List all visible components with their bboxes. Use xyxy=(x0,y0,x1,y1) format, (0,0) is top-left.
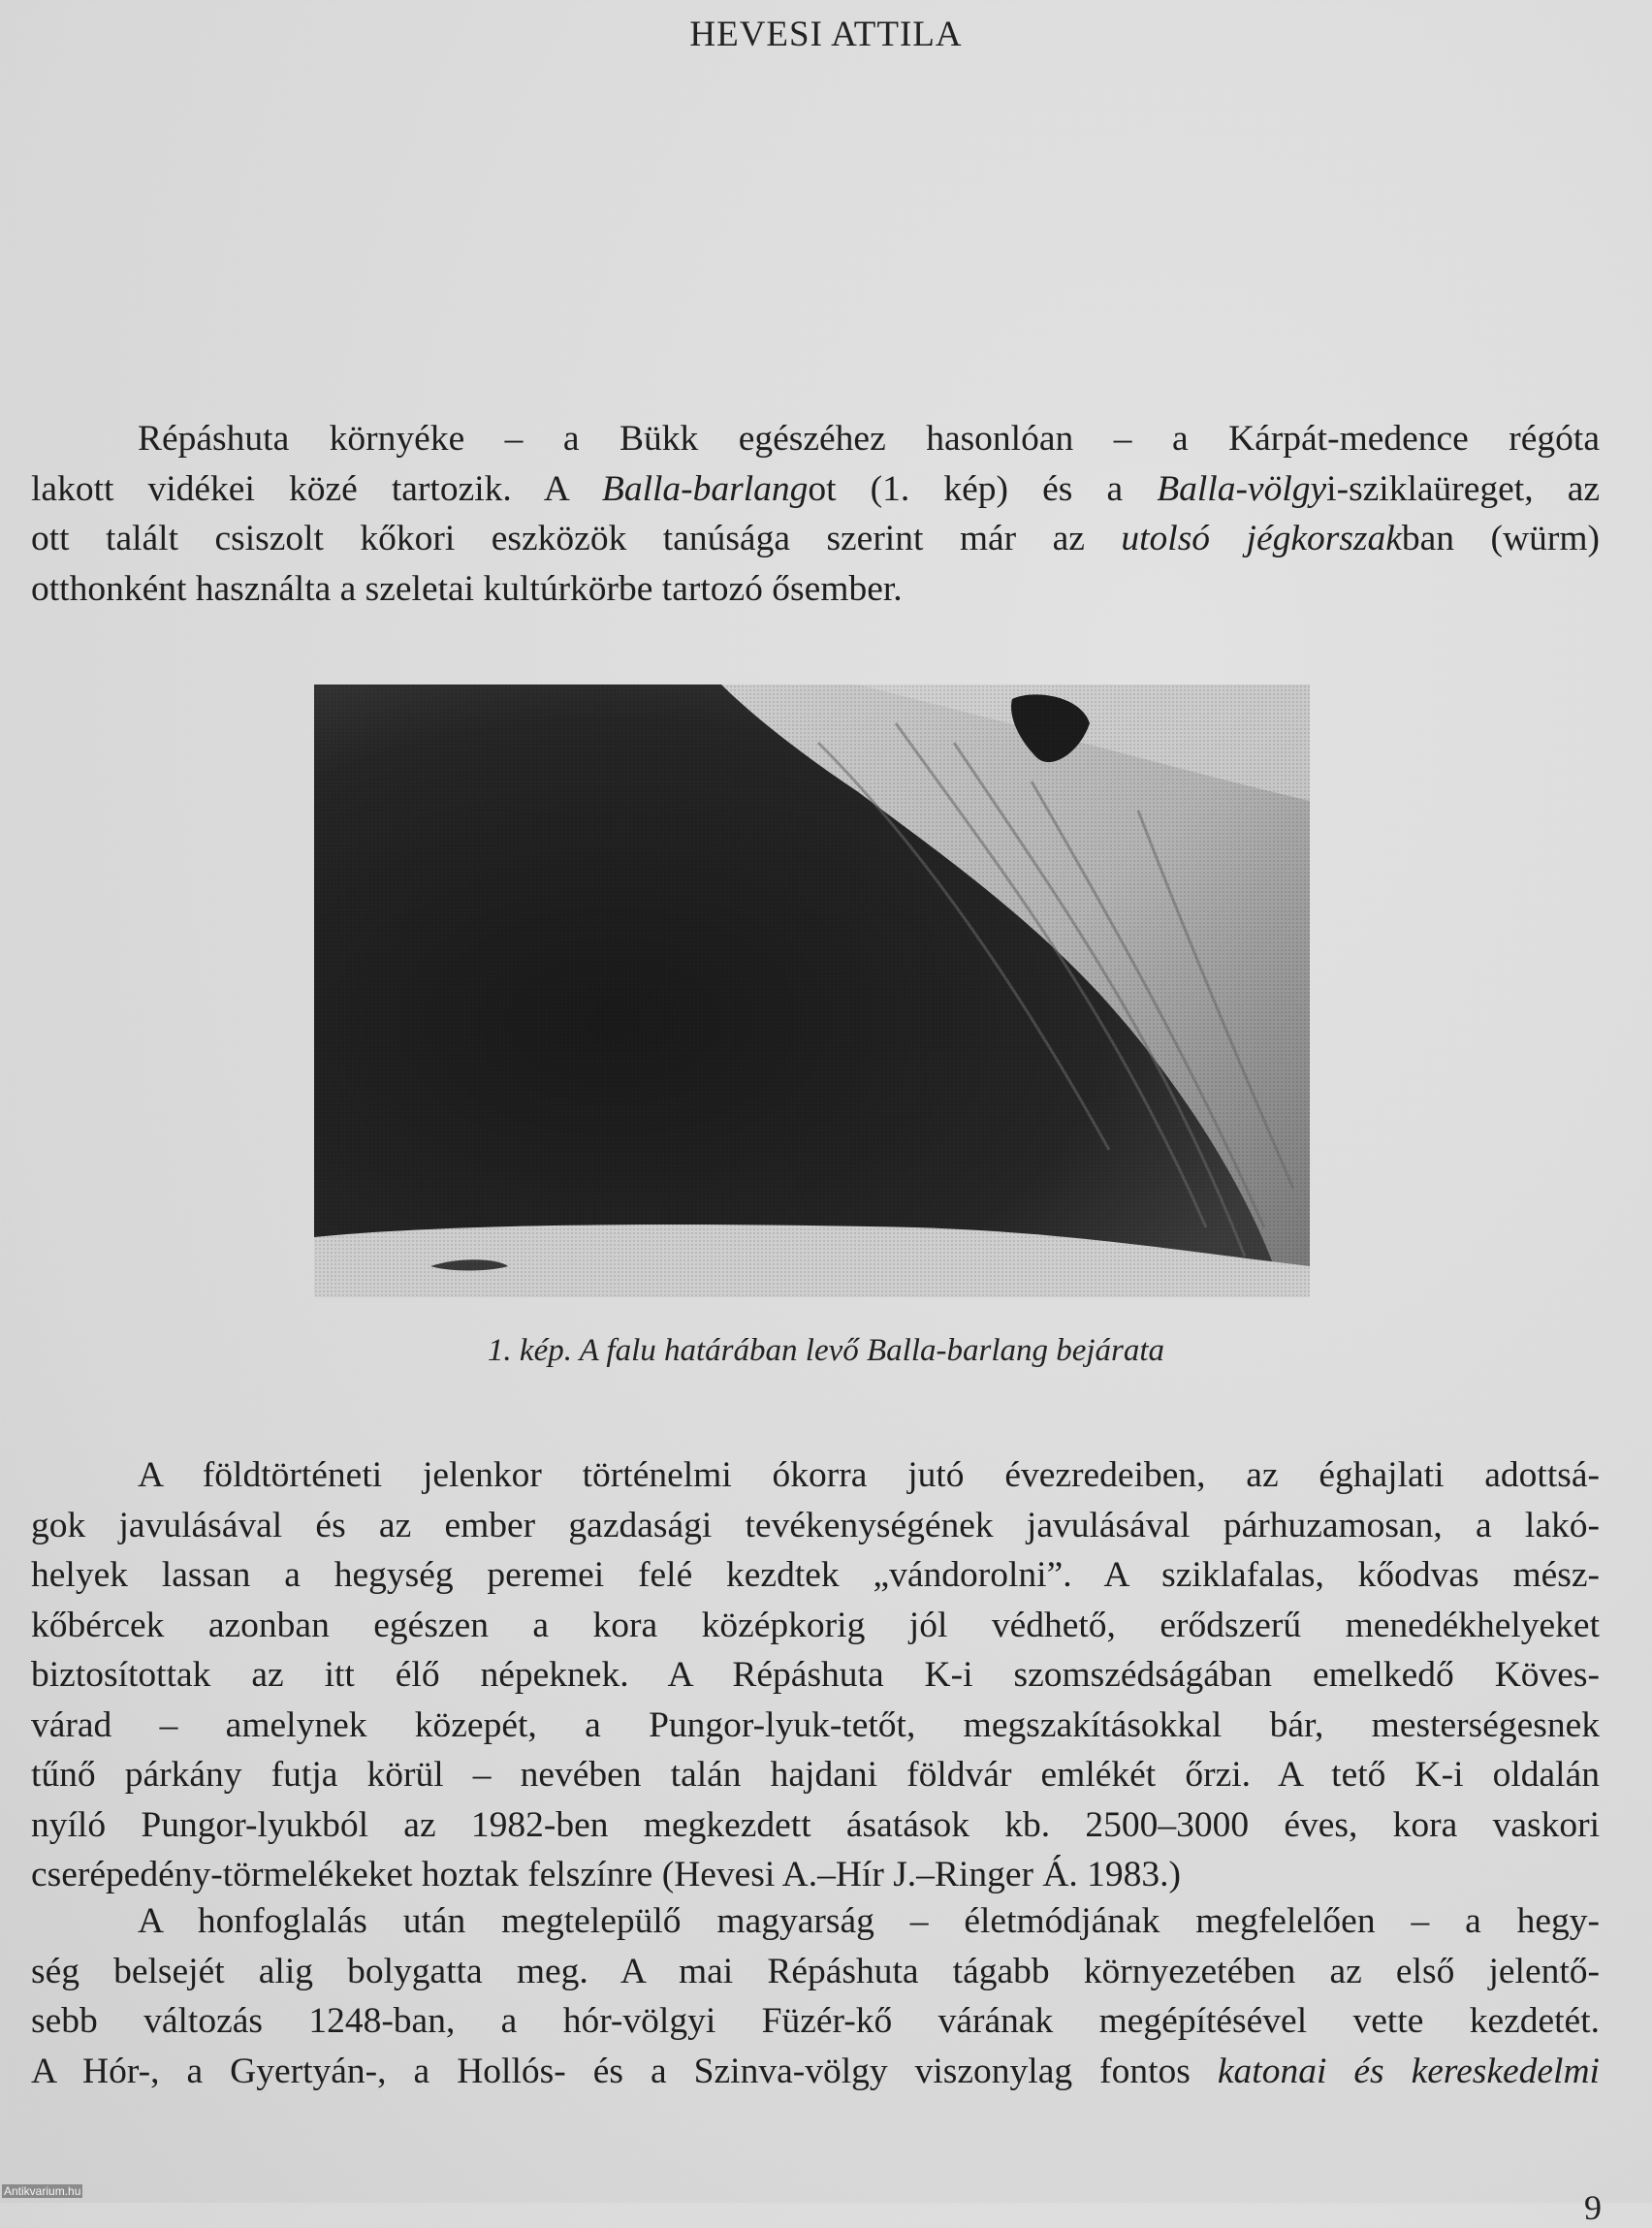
text-line: Répáshuta környéke – a Bükk egészéhez hasonlóan – a Kárpát-medence régóta xyxy=(138,419,1600,459)
text-line: tűnő párkány futja körül – nevében talán hajdani földvár emlékét őrzi. A tető K-i oldalán xyxy=(31,1755,1600,1795)
text-line: kőbércek azonban egészen a kora középkorig jól védhető, erődszerű menedékhelyeket xyxy=(31,1605,1600,1645)
watermark-logo: Antikvarium.hu xyxy=(4,2184,81,2198)
text-line: ott talált csiszolt kőkori eszközök tanúsága szerint már az utolsó jégkorszakban (würm) xyxy=(31,519,1600,558)
text-line: otthonként használta a szeletai kultúrkörbe tartozó ősember. xyxy=(31,568,903,609)
text-line: helyek lassan a hegység peremei felé kezdtek „vándorolni”. A sziklafalas, kőodvas mész- xyxy=(31,1555,1600,1595)
paragraph-conquest xyxy=(31,1896,1600,2096)
italic-term: utolsó jégkorszak xyxy=(1121,519,1402,558)
text-line: biztosítottak az itt élő népeknek. A Répáshuta K-i szomszédságában emelkedő Köves- xyxy=(31,1655,1600,1695)
running-head: HEVESI ATTILA xyxy=(689,15,963,54)
text-line: gok javulásával és az ember gazdasági tevékenységének javulásával párhuzamosan, a lakó- xyxy=(31,1505,1600,1545)
text-line: cserépedény-törmelékeket hoztak felszínre (Hevesi A.–Hír J.–Ringer Á. 1983.) xyxy=(31,1855,1182,1894)
text-line: A földtörténeti jelenkor történelmi ókorra jutó évezredeiben, az éghajlati adottsá- xyxy=(138,1455,1600,1495)
cave-photo xyxy=(314,684,1310,1297)
text-line: A Hór-, a Gyertyán-, a Hollós- és a Szinva-völgy viszonylag fontos katonai és kereskedelmi xyxy=(31,2051,1600,2091)
paragraph-history xyxy=(31,1450,1600,1900)
paragraph-intro xyxy=(31,414,1600,614)
text-line: ség belsejét alig bolygatta meg. A mai Répáshuta tágabb környezetében az első jelentő- xyxy=(31,1951,1600,1991)
italic-term: Balla-völgy xyxy=(1157,468,1327,509)
italic-term: Balla-barlang xyxy=(601,468,809,509)
figure-caption: 1. kép. A falu határában levő Balla-barlang bejárata xyxy=(487,1333,1165,1368)
text-line: nyíló Pungor-lyukból az 1982-ben megkezdett ásatások kb. 2500–3000 éves, kora vaskori xyxy=(31,1804,1600,1845)
page-number: 9 xyxy=(1584,2188,1602,2227)
text-line: A honfoglalás után megtelepülő magyarság – életmódjának megfelelően – a hegy- xyxy=(138,1901,1600,1941)
text-line: lakott vidékei közé tartozik. A Balla-barlangot (1. kép) és a Balla-völgyi-sziklaüreget, az xyxy=(31,468,1600,509)
text-line: sebb változás 1248-ban, a hór-völgyi Füzér-kő várának megépítésével vette kezdetét. xyxy=(31,2001,1600,2041)
italic-term: katonai és kereskedelmi xyxy=(1217,2051,1600,2091)
text-line: várad – amelynek közepét, a Pungor-lyuk-tetőt, megszakításokkal bár, mesterségesnek xyxy=(31,1704,1600,1745)
cave-photo-graphic xyxy=(314,684,1310,1297)
